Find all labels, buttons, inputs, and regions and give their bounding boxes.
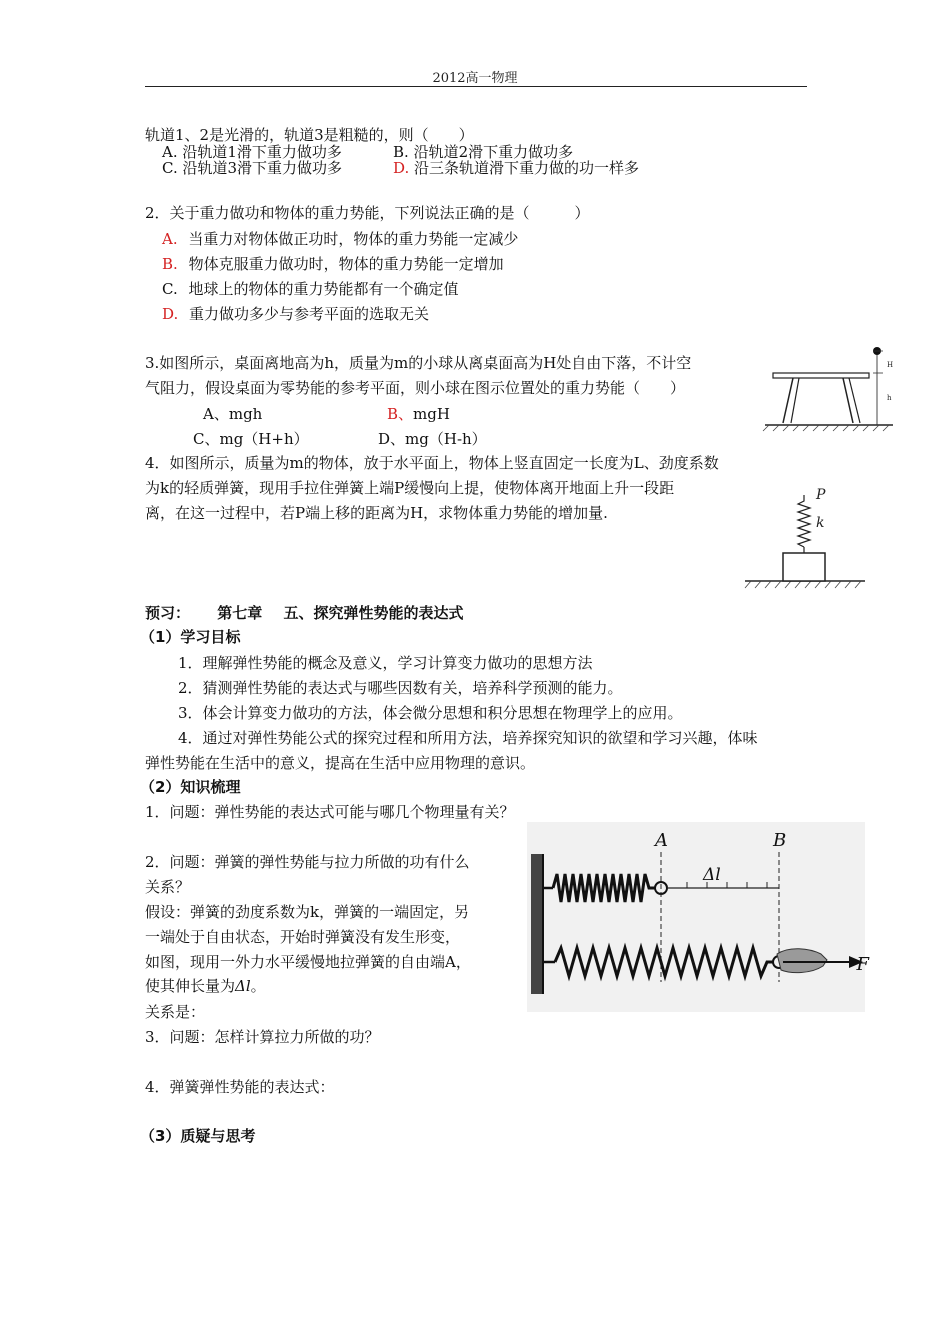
option-letter: D. bbox=[162, 305, 179, 323]
preview-heading bbox=[145, 602, 464, 623]
option-letter: B. bbox=[393, 143, 409, 161]
label-H: H bbox=[887, 361, 894, 369]
goal-item-1: 1．理解弹性势能的概念及意义，学习计算变力做功的思想方法 bbox=[178, 654, 593, 672]
q2-option-b bbox=[162, 253, 504, 274]
assume-line-3: 如图，现用一外力水平缓慢地拉弹簧的自由端A， bbox=[145, 953, 471, 971]
block bbox=[783, 553, 825, 581]
goal-item-4-cont: 弹性势能在生活中的意义，提高在生活中应用物理的意识。 bbox=[145, 754, 536, 772]
option-text: 沿轨道2滑下重力做功多 bbox=[413, 143, 574, 161]
q4-line3: 离，在这一过程中，若P端上移的距离为H，求物体重力势能的增加量. bbox=[145, 504, 608, 522]
option-text: 地球上的物体的重力势能都有一个确定值 bbox=[188, 280, 459, 298]
goal-item-2: 2．猜测弹性势能的表达式与哪些因数有关，培养科学预测的能力。 bbox=[178, 679, 623, 697]
label-k: k bbox=[816, 515, 825, 531]
goal-item-4: 4．通过对弹性势能公式的探究过程和所用方法，培养探究知识的欲望和学习兴趣，体味 bbox=[178, 729, 758, 747]
wall bbox=[531, 854, 543, 994]
section2-q2-line1: 2．问题：弹簧的弹性势能与拉力所做的功有什么 bbox=[145, 853, 470, 871]
option-text: 沿轨道3滑下重力做功多 bbox=[182, 159, 343, 177]
label-h: h bbox=[887, 394, 892, 402]
q1-option-c bbox=[162, 157, 342, 178]
option-text: mg（H+h） bbox=[219, 430, 309, 448]
spring bbox=[798, 495, 810, 547]
delta-l-symbol: Δl bbox=[235, 977, 251, 995]
q3-table-figure bbox=[765, 345, 895, 435]
label-A: A bbox=[655, 830, 668, 851]
q2-option-c bbox=[162, 278, 459, 299]
option-letter: B. bbox=[162, 255, 178, 273]
option-text: 沿三条轨道滑下重力做的功一样多 bbox=[414, 159, 640, 177]
header-rule bbox=[145, 86, 807, 87]
q3-option-b bbox=[387, 403, 450, 424]
option-letter: C. bbox=[162, 280, 178, 298]
option-text: 物体克服重力做功时，物体的重力势能一定增加 bbox=[188, 255, 504, 273]
label-delta-l: Δl bbox=[703, 865, 721, 885]
option-text: 当重力对物体做正功时，物体的重力势能一定减少 bbox=[188, 230, 519, 248]
section2-q1: 1．问题：弹性势能的表达式可能与哪几个物理量有关？ bbox=[145, 803, 515, 821]
assume-suffix: 。 bbox=[250, 977, 266, 995]
option-text: mgh bbox=[228, 405, 263, 423]
label-B: B bbox=[773, 830, 787, 851]
q3-line1: 3.如图所示，桌面离地高为h，质量为m的小球从离桌面高为H处自由下落，不计空 bbox=[145, 354, 692, 372]
section3-heading: （3）质疑与思考 bbox=[140, 1127, 256, 1145]
label-P: P bbox=[816, 487, 826, 503]
goal-item-3: 3．体会计算变力做功的方法，体会微分思想和积分思想在物理学上的应用。 bbox=[178, 704, 683, 722]
q2-stem: 2．关于重力做功和物体的重力势能，下列说法正确的是（ ） bbox=[145, 204, 590, 222]
option-letter: A. bbox=[162, 143, 178, 161]
option-text: 沿轨道1滑下重力做功多 bbox=[182, 143, 342, 161]
q3-option-c bbox=[193, 428, 309, 449]
relation-label: 关系是： bbox=[145, 1003, 206, 1021]
spring-stretch-figure bbox=[527, 822, 869, 1012]
label-F: F bbox=[856, 954, 869, 975]
section2-q2-line2: 关系？ bbox=[145, 878, 191, 896]
assume-prefix: 使其伸长量为 bbox=[145, 977, 236, 995]
q2-option-a bbox=[162, 228, 518, 249]
section1-heading: （1）学习目标 bbox=[140, 628, 241, 646]
option-text: mgH bbox=[413, 405, 450, 423]
option-text: mg（H-h） bbox=[405, 430, 487, 448]
option-letter: D. bbox=[393, 159, 410, 177]
assume-line-2: 一端处于自由状态，开始时弹簧没有发生形变， bbox=[145, 928, 461, 946]
section2-q4: 4．弹簧弹性势能的表达式： bbox=[145, 1078, 335, 1096]
option-letter: A. bbox=[162, 230, 178, 248]
preview-label: 预习： bbox=[145, 604, 191, 622]
option-letter: B、 bbox=[387, 405, 414, 423]
preview-chapter: 第七章 bbox=[217, 604, 263, 622]
assume-line-1: 假设：弹簧的劲度系数为k，弹簧的一端固定，另 bbox=[145, 903, 470, 921]
q1-stem: 轨道1、2是光滑的，轨道3是粗糙的，则（ ） bbox=[145, 126, 474, 144]
option-letter: D、 bbox=[378, 430, 406, 448]
q1-option-d bbox=[393, 157, 639, 178]
q3-option-a bbox=[203, 403, 262, 424]
assume-line-4 bbox=[145, 975, 266, 996]
q3-line2: 气阻力，假设桌面为零势能的参考平面，则小球在图示位置处的重力势能（ ） bbox=[145, 379, 686, 397]
q4-line1: 4．如图所示，质量为m的物体，放于水平面上，物体上竖直固定一长度为L、劲度系数 bbox=[145, 454, 719, 472]
preview-title: 五、探究弹性势能的表达式 bbox=[283, 604, 464, 622]
q3-option-d bbox=[378, 428, 487, 449]
q4-spring-figure bbox=[745, 485, 870, 595]
option-text: 重力做功多少与参考平面的选取无关 bbox=[189, 305, 430, 323]
q2-option-d bbox=[162, 303, 429, 324]
q4-line2: 为k的轻质弹簧，现用手拉住弹簧上端P缓慢向上提，使物体离开地面上升一段距 bbox=[145, 479, 675, 497]
section2-heading: （2）知识梳理 bbox=[140, 778, 241, 796]
option-letter: A、 bbox=[203, 405, 229, 423]
option-letter: C. bbox=[162, 159, 178, 177]
section2-q3: 3．问题：怎样计算拉力所做的功？ bbox=[145, 1028, 380, 1046]
option-letter: C、 bbox=[193, 430, 220, 448]
page-header: 2012高一物理 bbox=[432, 71, 518, 86]
